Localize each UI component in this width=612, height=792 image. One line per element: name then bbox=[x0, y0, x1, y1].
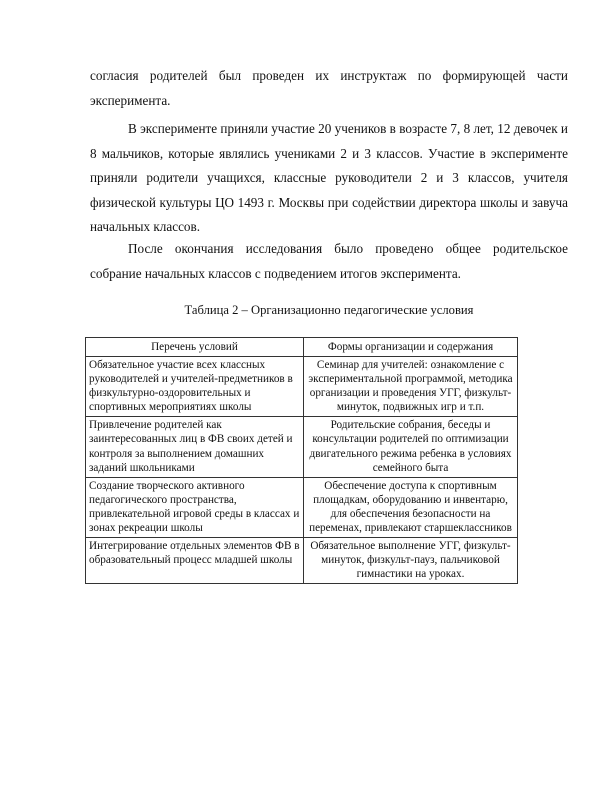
paragraph-conclusion: После окончания исследования было проведено общее родительское собрание начальных классов с подведением итогов эксперимента. bbox=[90, 241, 568, 281]
forms-cell: Семинар для учителей: ознакомление с экспериментальной программой, методика организации и проведения УГГ, физкульт-минуток, подвижных игр и т.п. bbox=[304, 357, 518, 417]
paragraph-instruction: согласия родителей был проведен их инструктаж по формирующей части эксперимента. bbox=[90, 68, 568, 108]
table-row bbox=[86, 417, 518, 477]
condition-cell: Привлечение родителей как заинтересованных лиц в ФВ своих детей и контроля за выполнением домашних заданий школьниками bbox=[86, 417, 304, 477]
table-caption: Таблица 2 – Организационно педагогические условия bbox=[184, 303, 474, 317]
forms-cell: Родительские собрания, беседы и консультации родителей по оптимизации двигательного режима ребенка в условиях семейного быта bbox=[304, 417, 518, 477]
table-row bbox=[86, 357, 518, 417]
condition-cell: Обязательное участие всех классных руководителей и учителей-предметников в физкультурно-оздоровительных и спортивных мероприятиях школы bbox=[86, 357, 304, 417]
column-header-conditions: Перечень условий bbox=[86, 338, 304, 357]
table-row bbox=[86, 538, 518, 584]
table-row bbox=[86, 477, 518, 537]
table-header-row bbox=[86, 338, 518, 357]
paragraph-participants: В эксперименте приняли участие 20 учеников в возрасте 7, 8 лет, 12 девочек и 8 мальчиков, которые являлись учениками 2 и 3 классов. Участие в эксперименте приняли родители учащихся, классные руководители 2 и 3 классов, учителя физической культуры ЦО 1493 г. Москвы при содействии директора школы и завуча начальных классов. bbox=[90, 121, 568, 235]
forms-cell: Обеспечение доступа к спортивным площадкам, оборудованию и инвентарю, для обеспечения безопасности на переменах, привлекают старшеклассников bbox=[304, 477, 518, 537]
column-header-forms: Формы организации и содержания bbox=[304, 338, 518, 357]
condition-cell: Интегрирование отдельных элементов ФВ в образовательный процесс младшей школы bbox=[86, 538, 304, 584]
condition-cell: Создание творческого активного педагогического пространства, привлекательной игровой среды в классах и зонах рекреации школы bbox=[86, 477, 304, 537]
forms-cell: Обязательное выполнение УГГ, физкульт-минуток, физкульт-пауз, пальчиковой гимнастики на уроках. bbox=[304, 538, 518, 584]
conditions-table bbox=[85, 337, 518, 584]
